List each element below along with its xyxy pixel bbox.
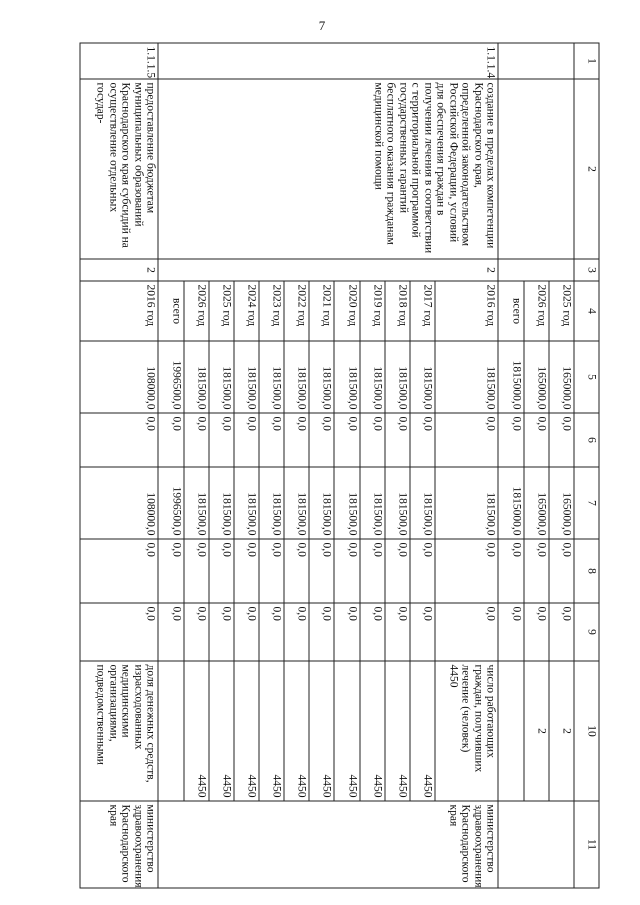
empty-cell bbox=[498, 43, 573, 79]
header-cell: 4 bbox=[574, 281, 599, 341]
header-cell: 5 bbox=[574, 341, 599, 413]
indicator-value-cell: 4450 bbox=[309, 661, 334, 801]
value-cell: 181500,0 bbox=[284, 341, 309, 413]
value-cell: 1815000,0 bbox=[498, 341, 523, 413]
value-cell: 1996500,0 bbox=[158, 341, 183, 413]
value-cell: 0,0 bbox=[309, 539, 334, 603]
value-cell: 0,0 bbox=[209, 539, 234, 603]
year-cell: 2020 год bbox=[334, 281, 359, 341]
value-cell: 0,0 bbox=[184, 539, 209, 603]
value-cell: 0,0 bbox=[334, 539, 359, 603]
table-row bbox=[549, 43, 574, 888]
value-cell: 0,0 bbox=[284, 539, 309, 603]
value-cell: 0,0 bbox=[410, 413, 435, 467]
value-cell: 0,0 bbox=[549, 603, 574, 661]
value-cell: 181500,0 bbox=[184, 341, 209, 413]
header-cell: 6 bbox=[574, 413, 599, 467]
value-cell: 181500,0 bbox=[360, 341, 385, 413]
value-cell: 0,0 bbox=[524, 413, 549, 467]
value-cell: 0,0 bbox=[209, 603, 234, 661]
header-cell: 7 bbox=[574, 467, 599, 539]
value-cell: 0,0 bbox=[385, 603, 410, 661]
value-cell: 181500,0 bbox=[234, 341, 259, 413]
indicator-value: 4450 bbox=[447, 664, 460, 688]
indicator-value-cell: 4450 bbox=[259, 661, 284, 801]
year-cell: 2016 год bbox=[435, 281, 498, 341]
value-cell: 165000,0 bbox=[549, 467, 574, 539]
year-cell: 2016 год bbox=[80, 281, 158, 341]
header-cell: 8 bbox=[574, 539, 599, 603]
indicator-cell: доля денежных средств, израсходованных медицинскими организациями, подведомственными bbox=[80, 661, 158, 801]
value-cell: 1815000,0 bbox=[498, 467, 523, 539]
header-cell: 11 bbox=[574, 801, 599, 888]
year-cell: 2025 год bbox=[549, 281, 574, 341]
indicator-cell bbox=[435, 661, 498, 801]
value-cell: 0,0 bbox=[435, 603, 498, 661]
header-cell: 2 bbox=[574, 79, 599, 259]
value-cell: 181500,0 bbox=[410, 341, 435, 413]
value-cell: 181500,0 bbox=[410, 467, 435, 539]
value-cell: 0,0 bbox=[234, 413, 259, 467]
value-cell: 181500,0 bbox=[259, 467, 284, 539]
value-cell: 0,0 bbox=[524, 603, 549, 661]
table-row bbox=[435, 43, 498, 888]
value-cell: 0,0 bbox=[334, 603, 359, 661]
value-cell: 181500,0 bbox=[385, 341, 410, 413]
value-cell: 165000,0 bbox=[549, 341, 574, 413]
measure-text: предоставление бюджетам муниципальных образований Краснодарского края субсидий на осуществление отдельных государ- bbox=[80, 79, 158, 259]
value-cell: 0,0 bbox=[435, 539, 498, 603]
value-cell: 181500,0 bbox=[435, 467, 498, 539]
header-cell: 10 bbox=[574, 661, 599, 801]
indicator-text: число работающих граждан, получивших лечение (человек) bbox=[459, 664, 497, 773]
indicator-value-cell bbox=[498, 661, 523, 801]
value-cell: 181500,0 bbox=[334, 467, 359, 539]
indicator-value-cell bbox=[158, 661, 183, 801]
year-cell: 2023 год bbox=[259, 281, 284, 341]
value-cell: 0,0 bbox=[360, 539, 385, 603]
page-number: 7 bbox=[318, 18, 326, 33]
indicator-value-cell: 4450 bbox=[184, 661, 209, 801]
program-table bbox=[80, 43, 600, 889]
value-cell: 108000,0 bbox=[80, 341, 158, 413]
rotated-table-sheet bbox=[80, 43, 600, 888]
value-cell: 0,0 bbox=[284, 603, 309, 661]
status-cell: 2 bbox=[158, 259, 498, 281]
header-cell: 1 bbox=[574, 43, 599, 79]
table-row bbox=[80, 43, 158, 888]
value-cell: 0,0 bbox=[524, 539, 549, 603]
indicator-value-cell: 4450 bbox=[234, 661, 259, 801]
value-cell: 0,0 bbox=[435, 413, 498, 467]
value-cell: 0,0 bbox=[549, 413, 574, 467]
value-cell: 181500,0 bbox=[284, 467, 309, 539]
value-cell: 0,0 bbox=[410, 603, 435, 661]
value-cell: 181500,0 bbox=[309, 467, 334, 539]
value-cell: 0,0 bbox=[259, 539, 284, 603]
year-cell: 2024 год bbox=[234, 281, 259, 341]
value-cell: 181500,0 bbox=[334, 341, 359, 413]
value-cell: 0,0 bbox=[158, 413, 183, 467]
year-cell: 2026 год bbox=[184, 281, 209, 341]
value-cell: 181500,0 bbox=[209, 467, 234, 539]
header-row bbox=[574, 43, 599, 888]
measure-text: создание в пределах компетенции Краснодарского края, определенной законодательством Российской Федерации, условий для обеспечения граждан в получении лечения в соответствии с территориальной программой государственных гарантий бесплатного оказания гражданам медицинской помощи bbox=[158, 79, 498, 259]
value-cell: 165000,0 bbox=[524, 467, 549, 539]
value-cell: 0,0 bbox=[259, 413, 284, 467]
measure-code: 1.1.1.4 bbox=[158, 43, 498, 79]
value-cell: 0,0 bbox=[209, 413, 234, 467]
year-cell: 2022 год bbox=[284, 281, 309, 341]
indicator-value-cell: 4450 bbox=[385, 661, 410, 801]
status-cell: 2 bbox=[80, 259, 158, 281]
value-cell: 0,0 bbox=[360, 413, 385, 467]
value-cell: 0,0 bbox=[234, 539, 259, 603]
value-cell: 0,0 bbox=[385, 539, 410, 603]
year-cell: 2018 год bbox=[385, 281, 410, 341]
value-cell: 181500,0 bbox=[309, 341, 334, 413]
year-cell: 2017 год bbox=[410, 281, 435, 341]
header-cell: 3 bbox=[574, 259, 599, 281]
value-cell: 0,0 bbox=[158, 539, 183, 603]
empty-cell bbox=[498, 79, 573, 259]
value-cell: 181500,0 bbox=[184, 467, 209, 539]
value-cell: 181500,0 bbox=[209, 341, 234, 413]
indicator-value-cell: 4450 bbox=[360, 661, 385, 801]
value-cell: 0,0 bbox=[309, 413, 334, 467]
value-cell: 0,0 bbox=[184, 603, 209, 661]
value-cell: 181500,0 bbox=[360, 467, 385, 539]
value-cell: 0,0 bbox=[284, 413, 309, 467]
year-cell: всего bbox=[498, 281, 523, 341]
year-cell: 2019 год bbox=[360, 281, 385, 341]
value-cell: 0,0 bbox=[549, 539, 574, 603]
year-cell: 2021 год bbox=[309, 281, 334, 341]
value-cell: 165000,0 bbox=[524, 341, 549, 413]
responsible-cell: министерство здравоохранения Краснодарского края bbox=[80, 801, 158, 888]
year-cell: 2026 год bbox=[524, 281, 549, 341]
indicator-value-cell: 4450 bbox=[209, 661, 234, 801]
header-cell: 9 bbox=[574, 603, 599, 661]
value-cell: 0,0 bbox=[334, 413, 359, 467]
value-cell: 0,0 bbox=[498, 539, 523, 603]
indicator-value-cell: 2 bbox=[549, 661, 574, 801]
value-cell: 0,0 bbox=[80, 603, 158, 661]
empty-cell bbox=[498, 801, 573, 888]
value-cell: 1996500,0 bbox=[158, 467, 183, 539]
measure-code: 1.1.1.5 bbox=[80, 43, 158, 79]
value-cell: 181500,0 bbox=[259, 341, 284, 413]
value-cell: 108000,0 bbox=[80, 467, 158, 539]
year-cell: всего bbox=[158, 281, 183, 341]
value-cell: 181500,0 bbox=[435, 341, 498, 413]
value-cell: 181500,0 bbox=[234, 467, 259, 539]
value-cell: 0,0 bbox=[158, 603, 183, 661]
value-cell: 181500,0 bbox=[385, 467, 410, 539]
empty-cell bbox=[498, 259, 573, 281]
year-cell: 2025 год bbox=[209, 281, 234, 341]
value-cell: 0,0 bbox=[410, 539, 435, 603]
value-cell: 0,0 bbox=[184, 413, 209, 467]
value-cell: 0,0 bbox=[309, 603, 334, 661]
indicator-value-cell: 4450 bbox=[410, 661, 435, 801]
value-cell: 0,0 bbox=[498, 603, 523, 661]
responsible-cell: министерство здравоохранения Краснодарского края bbox=[158, 801, 498, 888]
value-cell: 0,0 bbox=[259, 603, 284, 661]
indicator-value-cell: 4450 bbox=[284, 661, 309, 801]
value-cell: 0,0 bbox=[385, 413, 410, 467]
value-cell: 0,0 bbox=[80, 539, 158, 603]
value-cell: 0,0 bbox=[234, 603, 259, 661]
indicator-value-cell: 2 bbox=[524, 661, 549, 801]
value-cell: 0,0 bbox=[498, 413, 523, 467]
value-cell: 0,0 bbox=[360, 603, 385, 661]
indicator-value-cell: 4450 bbox=[334, 661, 359, 801]
value-cell: 0,0 bbox=[80, 413, 158, 467]
